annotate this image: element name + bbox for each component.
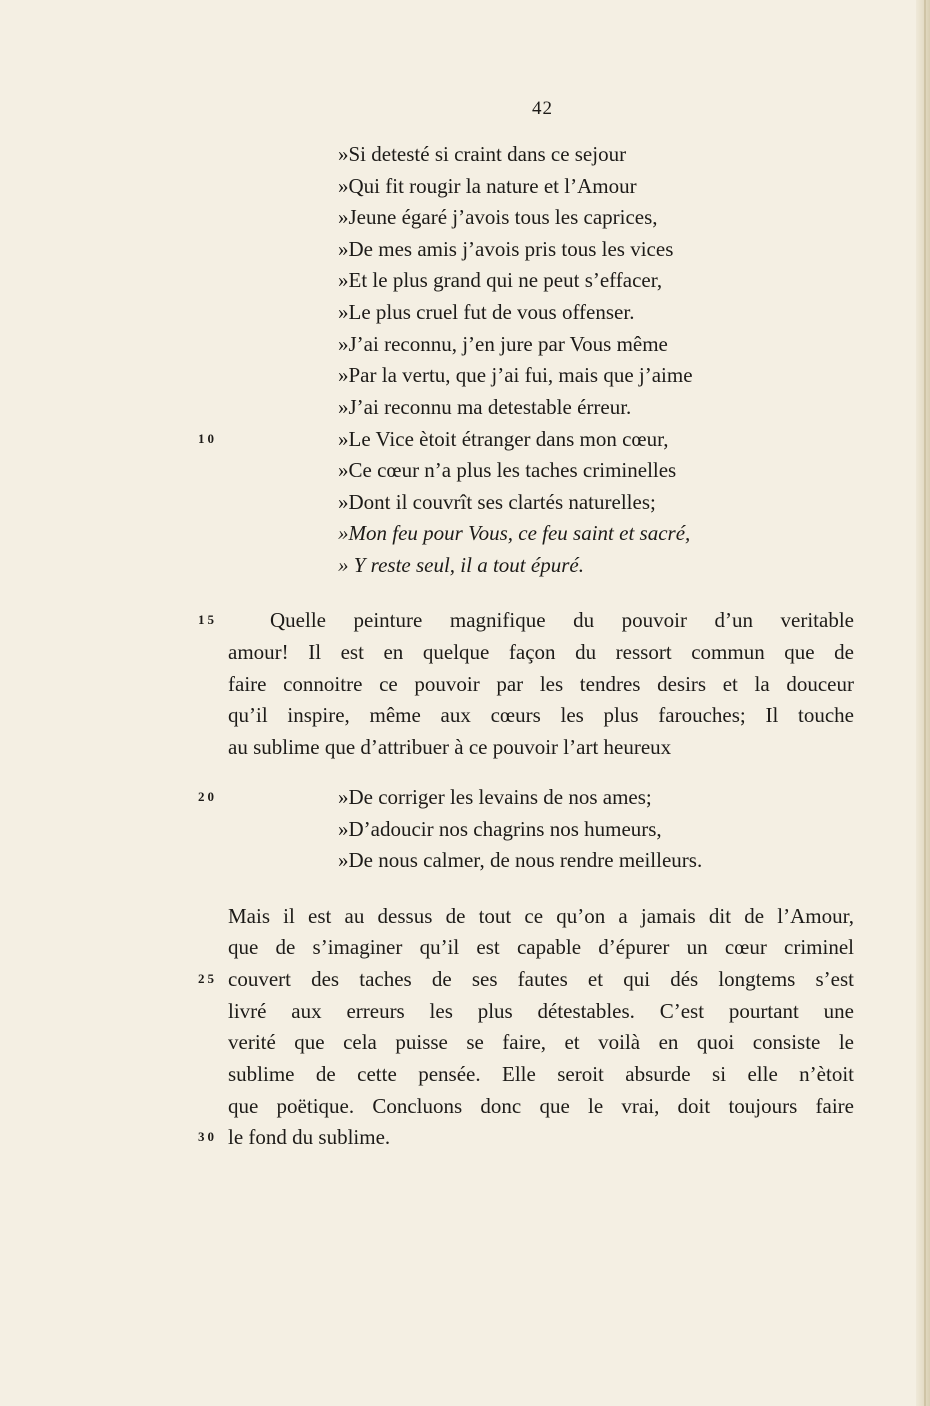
- prose-line: verité que cela puisse se faire, et voilà en quoi consiste le: [228, 1030, 854, 1054]
- verse-line: »De corriger les levains de nos ames;: [338, 785, 652, 809]
- prose-line: Quelle peinture magnifique du pouvoir d’un veritable: [270, 608, 854, 632]
- verse-line: »De mes amis j’avois pris tous les vices: [338, 237, 674, 261]
- prose-line: le fond du sublime.: [228, 1125, 391, 1149]
- verse-line: »Si detesté si craint dans ce sejour: [338, 142, 627, 166]
- line-number-20: 20: [198, 789, 217, 804]
- verse-line: »Le Vice ètoit étranger dans mon cœur,: [338, 427, 669, 451]
- verse-line-italic: »Mon feu pour Vous, ce feu saint et sacré,: [338, 521, 691, 545]
- prose-line: au sublime que d’attribuer à ce pouvoir l’art heureux: [228, 735, 672, 759]
- verse-line: »D’adoucir nos chagrins nos humeurs,: [338, 817, 662, 841]
- page-number: 42: [532, 98, 553, 119]
- line-number-25: 25: [198, 971, 217, 986]
- prose-line: livré aux erreurs les plus détestables. C’est pourtant une: [228, 999, 854, 1023]
- prose-line: Mais il est au dessus de tout ce qu’on a jamais dit de l’Amour,: [228, 904, 854, 928]
- prose-line: couvert des taches de ses fautes et qui dés longtems s’est: [228, 967, 854, 991]
- prose-line: sublime de cette pensée. Elle seroit absurde si elle n’ètoit: [228, 1062, 854, 1086]
- verse-line: »De nous calmer, de nous rendre meilleurs.: [338, 848, 703, 872]
- page-edge-line: [924, 0, 926, 1406]
- prose-line: que de s’imaginer qu’il est capable d’épurer un cœur criminel: [228, 935, 854, 959]
- verse-line: »Le plus cruel fut de vous offenser.: [338, 300, 635, 324]
- verse-line: »Jeune égaré j’avois tous les caprices,: [338, 205, 658, 229]
- prose-line: qu’il inspire, même aux cœurs les plus farouches; Il touche: [228, 703, 854, 727]
- verse-line: »Qui fit rougir la nature et l’Amour: [338, 174, 637, 198]
- verse-line: »J’ai reconnu ma detestable érreur.: [338, 395, 632, 419]
- verse-line: »J’ai reconnu, j’en jure par Vous même: [338, 332, 668, 356]
- page-edge: [916, 0, 930, 1406]
- prose-line: que poëtique. Concluons donc que le vrai, doit toujours faire: [228, 1094, 854, 1118]
- verse-line: »Ce cœur n’a plus les taches criminelles: [338, 458, 677, 482]
- verse-line-italic: » Y reste seul, il a tout épuré.: [338, 553, 584, 577]
- line-number-10: 10: [198, 431, 217, 446]
- verse-line: »Dont il couvrît ses clartés naturelles;: [338, 490, 656, 514]
- prose-line: amour! Il est en quelque façon du ressort commun que de: [228, 640, 854, 664]
- prose-line: faire connoitre ce pouvoir par les tendres desirs et la douceur: [228, 672, 854, 696]
- verse-line: »Par la vertu, que j’ai fui, mais que j’aime: [338, 363, 693, 387]
- line-number-30: 30: [198, 1129, 217, 1144]
- line-number-15: 15: [198, 612, 217, 627]
- verse-line: »Et le plus grand qui ne peut s’effacer,: [338, 268, 663, 292]
